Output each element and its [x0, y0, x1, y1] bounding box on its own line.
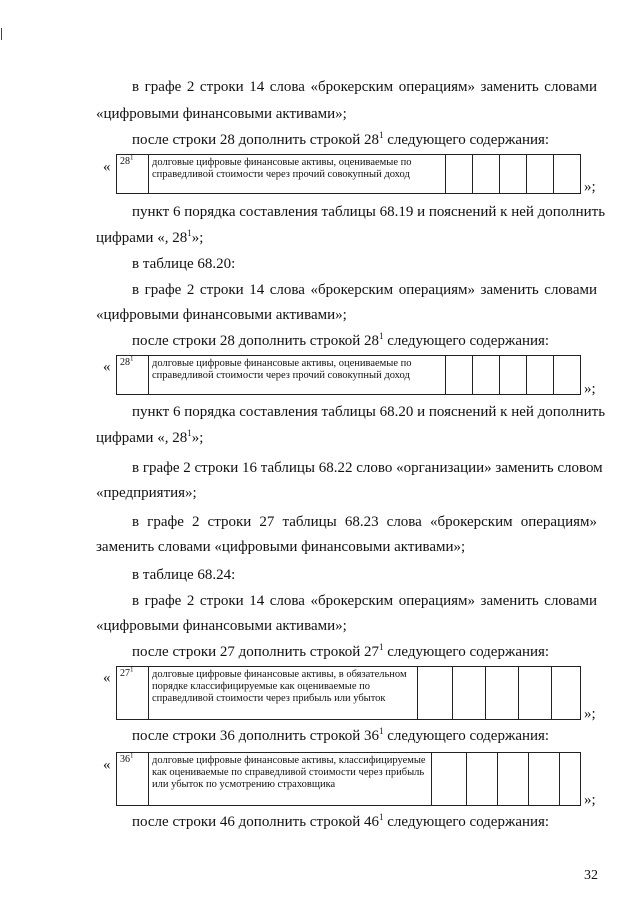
paragraph-text: следующего содержания: [387, 132, 550, 148]
paragraph-text: «цифровыми финансовыми активами»; [96, 618, 347, 634]
superscript: 1 [379, 331, 384, 341]
paragraph-text: цифрами «, 28 [96, 230, 188, 246]
paragraph [96, 484, 197, 502]
paragraph-text: после строки 28 дополнить строкой 28 [132, 333, 380, 349]
inserted-row-table [116, 666, 581, 720]
paragraph [132, 78, 597, 96]
empty-cell [554, 155, 581, 194]
empty-cell [560, 753, 581, 806]
empty-cell [473, 356, 500, 395]
row-number: $27^1$ [117, 667, 149, 720]
paragraph-text: в графе 2 строки 14 слова «брокерским операциям» заменить словами [132, 593, 597, 609]
paragraph-text: после строки 36 дополнить строкой 36 [132, 728, 380, 744]
paragraph [132, 813, 549, 831]
empty-cell [446, 155, 473, 194]
row-description: долговые цифровые финансовые активы, классифицируемые как оцениваемые по справедливой стоимости через прибыль или убыток по усмотрению страховщика [149, 753, 432, 806]
paragraph-text: после строки 46 дополнить строкой 46 [132, 814, 380, 830]
open-quote: « [103, 159, 111, 175]
paragraph-text: »; [191, 230, 204, 246]
paragraph-text: в таблице 68.20: [132, 256, 236, 272]
paragraph-text: после строки 28 дополнить строкой 28 [132, 132, 380, 148]
empty-cell [453, 667, 486, 720]
paragraph [132, 403, 606, 421]
paragraph-text: в графе 2 строки 14 слова «брокерским операциям» заменить словами [132, 282, 597, 298]
empty-cell [498, 753, 529, 806]
paragraph [132, 727, 549, 745]
inserted-row-table [116, 154, 581, 194]
paragraph-text: в графе 2 строки 14 слова «брокерским операциям» заменить словами [132, 79, 597, 95]
paragraph-text: после строки 27 дополнить строкой 27 [132, 644, 380, 660]
paragraph [132, 566, 235, 584]
paragraph [132, 203, 606, 221]
superscript: 1 [187, 428, 192, 438]
paragraph [96, 617, 347, 635]
row-description: долговые цифровые финансовые активы, оцениваемые по справедливой стоимости через прочий совокупный доход [149, 155, 446, 194]
paragraph-text: заменить словами «цифровыми финансовыми активами»; [96, 539, 466, 555]
row-number: $36^1$ [117, 753, 149, 806]
superscript: 1 [187, 228, 192, 238]
paragraph-text: пункт 6 порядка составления таблицы 68.19 и пояснений к ней дополнить [132, 204, 606, 220]
empty-cell [418, 667, 453, 720]
page-number: 32 [584, 868, 598, 883]
empty-cell [527, 155, 554, 194]
paragraph-text: следующего содержания: [387, 814, 550, 830]
paragraph [132, 513, 597, 531]
paragraph-text: «цифровыми финансовыми активами»; [96, 106, 347, 122]
open-quote: « [103, 757, 111, 773]
paragraph [96, 538, 465, 556]
close-quote: »; [584, 179, 596, 195]
empty-cell [432, 753, 467, 806]
paragraph [96, 105, 347, 123]
open-quote: « [103, 670, 111, 686]
close-quote: »; [584, 381, 596, 397]
empty-cell [554, 356, 581, 395]
empty-cell [552, 667, 581, 720]
paragraph-text: пункт 6 порядка составления таблицы 68.20 и пояснений к ней дополнить [132, 404, 606, 420]
scan-edge-mark [1, 28, 2, 40]
paragraph-text: «предприятия»; [96, 485, 197, 501]
inserted-row-table [116, 752, 581, 806]
paragraph [132, 255, 235, 273]
paragraph-text: следующего содержания: [387, 333, 550, 349]
row-number: $28^1$ [117, 155, 149, 194]
paragraph-text: «цифровыми финансовыми активами»; [96, 307, 347, 323]
row-description: долговые цифровые финансовые активы, в обязательном порядке классифицируемые как оцениваемые по справедливой стоимости через прибыль или убыток [149, 667, 418, 720]
empty-cell [527, 356, 554, 395]
empty-cell [519, 667, 552, 720]
paragraph [132, 459, 603, 477]
paragraph [132, 131, 549, 149]
paragraph [132, 592, 597, 610]
paragraph-text: »; [191, 430, 204, 446]
empty-cell [529, 753, 560, 806]
paragraph-text: цифрами «, 28 [96, 430, 188, 446]
empty-cell [467, 753, 498, 806]
paragraph-text: следующего содержания: [387, 728, 550, 744]
paragraph-text: в графе 2 строки 27 таблицы 68.23 слова «брокерским операциям» [132, 514, 597, 530]
empty-cell [500, 356, 527, 395]
paragraph [132, 281, 597, 299]
superscript: 1 [379, 130, 384, 140]
paragraph [96, 229, 203, 247]
paragraph [96, 306, 347, 324]
paragraph [96, 429, 203, 447]
empty-cell [500, 155, 527, 194]
empty-cell [486, 667, 519, 720]
close-quote: »; [584, 706, 596, 722]
row-number: $28^1$ [117, 356, 149, 395]
paragraph [132, 332, 549, 350]
paragraph [132, 643, 549, 661]
inserted-row-table [116, 355, 581, 395]
paragraph-text: следующего содержания: [387, 644, 550, 660]
empty-cell [473, 155, 500, 194]
paragraph-text: в таблице 68.24: [132, 567, 236, 583]
superscript: 1 [379, 642, 384, 652]
superscript: 1 [379, 726, 384, 736]
empty-cell [446, 356, 473, 395]
paragraph-text: в графе 2 строки 16 таблицы 68.22 слово «организации» заменить словом [132, 460, 603, 476]
row-description: долговые цифровые финансовые активы, оцениваемые по справедливой стоимости через прочий совокупный доход [149, 356, 446, 395]
open-quote: « [103, 359, 111, 375]
close-quote: »; [584, 792, 596, 808]
superscript: 1 [379, 812, 384, 822]
